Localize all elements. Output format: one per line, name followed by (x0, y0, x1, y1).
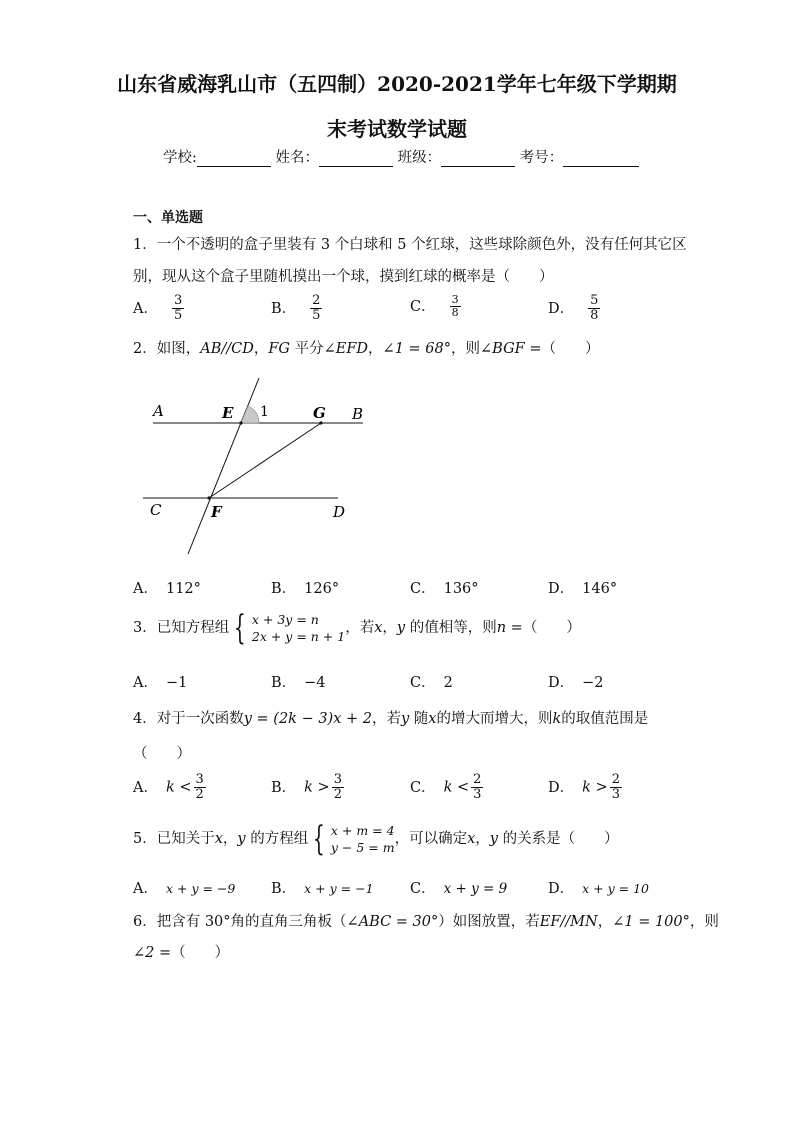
option-label: A． (133, 300, 158, 317)
school-field[interactable] (197, 150, 271, 167)
q5-stem: 5．已知关于x，y 的方程组 { x + m = 4 y − 5 = m ，可以确定x，y 的关系是（ ） (133, 819, 619, 859)
option-label: B． (271, 300, 297, 317)
q4-stem-line2: （ ） (133, 746, 191, 762)
q1-stem-line2: 别，现从这个盒子里随机摸出一个球，摸到红球的概率是（ ） (133, 269, 554, 285)
fraction: $\frac{2}{5}$ (312, 293, 321, 323)
point-e (239, 421, 242, 424)
q4-option-a[interactable]: A． k < $\frac{3}{2}$ (133, 772, 204, 802)
q2-option-a[interactable]: A． 112° (133, 581, 201, 597)
q3-stem: 3．已知方程组 { x + 3y = n 2x + y = n + 1 ，若x，y 的值相等，则n =（ ） (133, 608, 581, 648)
point-f (207, 496, 210, 499)
name-label: 姓名： (275, 150, 319, 166)
q3-option-d[interactable]: D． −2 (548, 675, 604, 691)
school-label: 学校: (163, 150, 197, 166)
page-title-line1: 山东省威海乳山市（五四制）2020-2021学年七年级下学期期 (117, 72, 677, 96)
label-angle-1: 1 (260, 404, 269, 420)
q5-option-d[interactable]: D． x + y = 10 (548, 881, 649, 897)
q5-option-b[interactable]: B． x + y = −1 (271, 881, 374, 897)
q3-option-a[interactable]: A． −1 (133, 675, 188, 691)
q4-option-c[interactable]: C． k < $\frac{2}{3}$ (410, 772, 482, 802)
q4-option-d[interactable]: D． k > $\frac{2}{3}$ (548, 772, 620, 802)
number-field[interactable] (563, 150, 639, 167)
q1-option-a[interactable] (133, 294, 184, 323)
option-label: C． (410, 298, 436, 315)
q6-stem-line2: ∠2 =（ ） (133, 945, 230, 961)
label-f: F (211, 503, 222, 521)
q1-option-d[interactable] (548, 294, 600, 323)
name-field[interactable] (319, 150, 393, 167)
section-heading: 一、单选题 (133, 210, 203, 226)
angle-1-marker (241, 406, 259, 423)
student-info-line (163, 146, 639, 167)
q2-option-b[interactable]: B． 126° (271, 581, 340, 597)
q2-figure (135, 370, 375, 560)
q1-option-b[interactable] (271, 294, 322, 323)
fraction: $\frac{3}{5}$ (173, 293, 183, 323)
label-c: C (150, 501, 162, 519)
class-label: 班级： (397, 150, 442, 166)
q6-stem: 6．把含有 30°角的直角三角板（∠ABC = 30°）如图放置，若EF//MN，∠1 = 100°，则 (133, 914, 719, 930)
label-e: E (222, 404, 234, 422)
q2-option-d[interactable]: D． 146° (548, 581, 618, 597)
label-b: B (352, 405, 364, 423)
fraction: $\frac{5}{8}$ (590, 293, 599, 323)
q4-option-b[interactable]: B． k > $\frac{3}{2}$ (271, 772, 342, 802)
q3-option-b[interactable]: B． −4 (271, 675, 326, 691)
label-g: G (313, 404, 326, 422)
class-field[interactable] (441, 150, 515, 167)
q2-stem: 2．如图，AB//CD，FG 平分∠EFD，∠1 = 68°，则∠BGF =（ ） (133, 341, 600, 357)
q5-equation-system: { x + m = 4 y − 5 = m (313, 819, 395, 859)
page-title-line2: 末考试数学试题 (327, 117, 467, 141)
q5-option-a[interactable]: A． x + y = −9 (133, 881, 236, 897)
label-a: A (153, 402, 164, 420)
q3-equation-system: { x + 3y = n 2x + y = n + 1 (234, 608, 346, 648)
option-label: D． (548, 300, 575, 317)
q2-option-c[interactable]: C． 136° (410, 581, 479, 597)
fraction: $\frac{3}{8}$ (451, 293, 459, 319)
label-d: D (333, 503, 346, 521)
q4-stem: 4．对于一次函数y = (2k − 3)x + 2，若y 随x的增大而增大，则k的取值范围是 (133, 711, 649, 727)
q1-stem-line1: 1．一个不透明的盒子里装有 3 个白球和 5 个红球，这些球除颜色外，没有任何其它区 (133, 237, 687, 253)
number-label: 考号： (519, 150, 564, 166)
q3-option-c[interactable]: C． 2 (410, 675, 453, 691)
q5-option-c[interactable]: C． x + y = 9 (410, 881, 508, 897)
q1-option-c[interactable] (410, 294, 461, 319)
